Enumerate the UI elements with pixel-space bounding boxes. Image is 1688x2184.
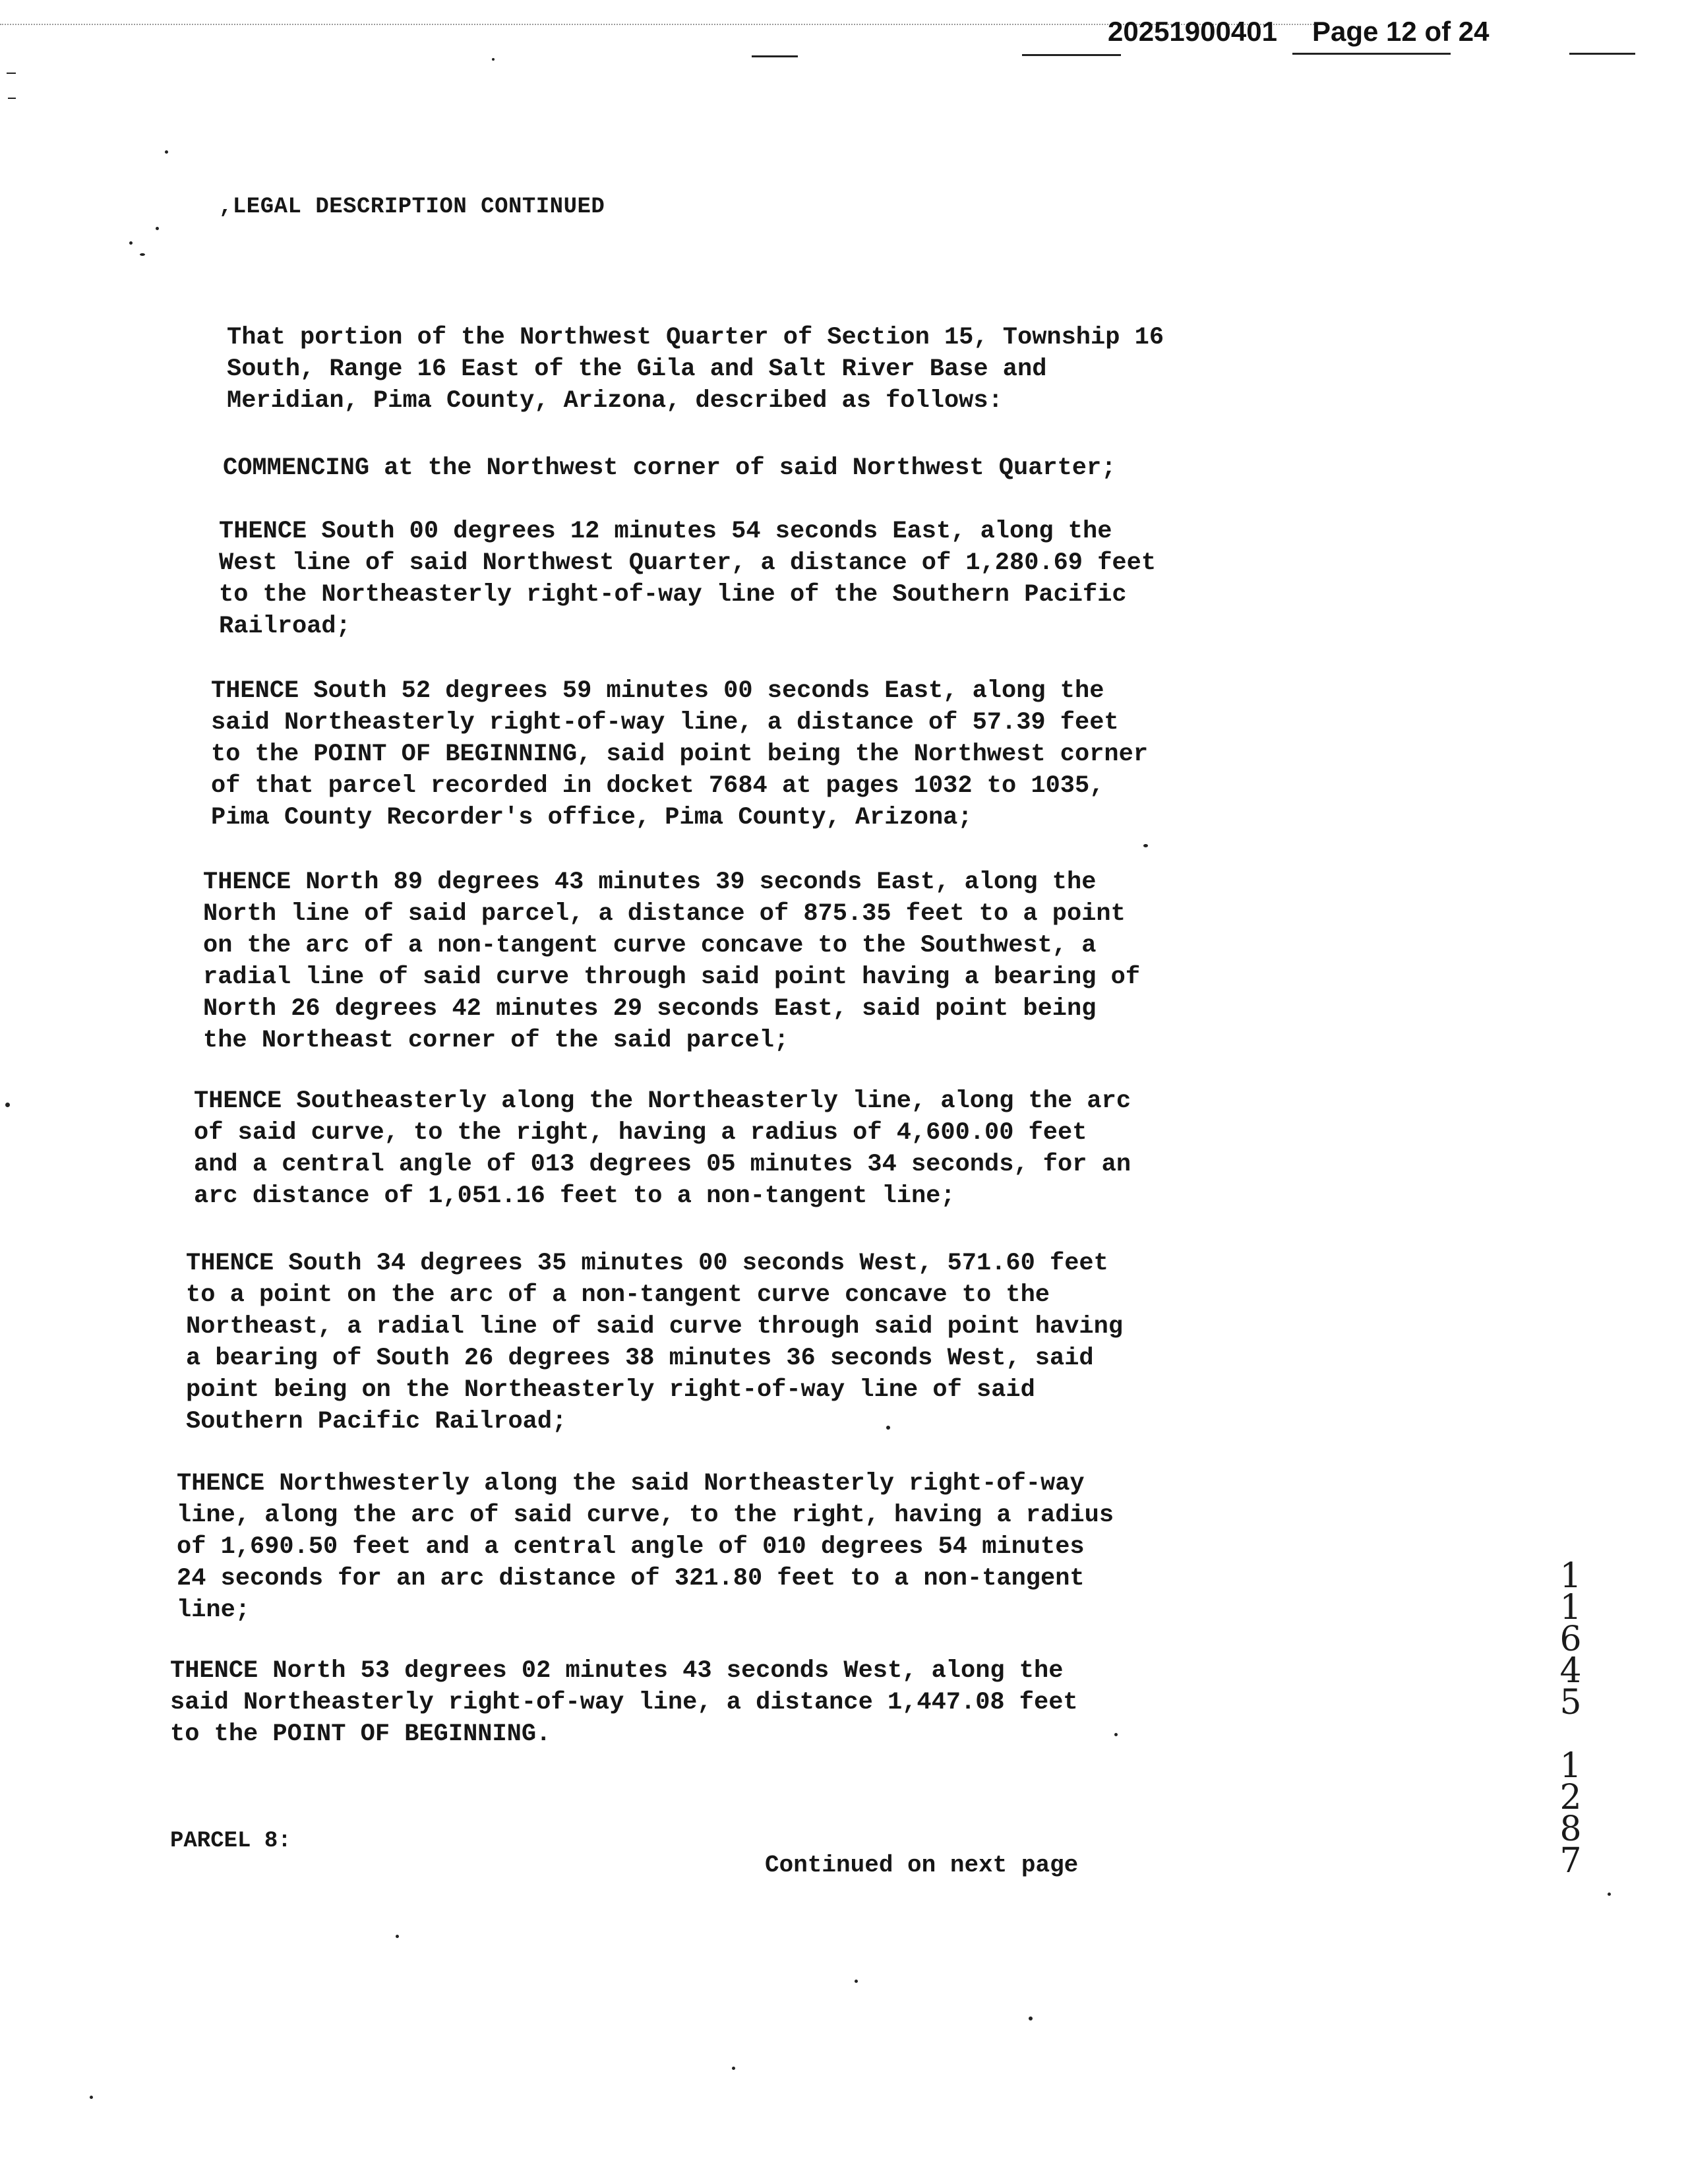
scan-speck	[165, 150, 168, 154]
scan-speck	[7, 73, 16, 74]
scan-speck	[855, 1980, 858, 1983]
paragraph-course-1: THENCE South 00 degrees 12 minutes 54 seconds East, along the West line of said Northwest Quarter, a distance of 1,280.69 feet to the Northeasterly right-of-way line of the Southern Pacific Railroad;	[219, 518, 1157, 640]
page-number: Page 12 of 24	[1312, 16, 1490, 47]
paragraph-course-4: THENCE Southeasterly along the Northeasterly line, along the arc of said curve, to the right, having a radius of 4,600.00 feet and a central angle of 013 degrees 05 minutes 34 seconds, for an arc distance of 1,051.16 feet to a non-tangent line;	[194, 1087, 1131, 1210]
header-underline-page	[1292, 53, 1451, 55]
scan-speck	[732, 2067, 735, 2070]
scan-speck	[140, 253, 145, 256]
scan-speck	[90, 2096, 93, 2099]
paragraph-course-6: THENCE Northwesterly along the said Northeasterly right-of-way line, along the arc of said curve, to the right, having a radius of 1,690.50 feet and a central angle of 010 degrees 54 minutes 24 seconds for an arc distance of 321.80 feet to a non-tangent line;	[177, 1470, 1114, 1624]
paragraph-course-2: THENCE South 52 degrees 59 minutes 00 seconds East, along the said Northeasterly right-of-way line, a distance of 57.39 feet to the POINT OF BEGINNING, said point being the Northwest corner of that parcel recorded in docket 7684 at pages 1032 to 1035, Pima County Recorder's office, Pima County, Arizona;	[211, 677, 1149, 832]
paragraph-course-3: THENCE North 89 degrees 43 minutes 39 seconds East, along the North line of said parcel, a distance of 875.35 feet to a point on the arc of a non-tangent curve concave to the Southwest, a radial line of said curve through said point having a bearing of North 26 degrees 42 minutes 29 seconds East, said point being the Northeast corner of the said parcel;	[203, 868, 1141, 1054]
scan-speck	[156, 227, 159, 230]
section-title: ,LEGAL DESCRIPTION CONTINUED	[219, 195, 605, 220]
paragraph-course-7: THENCE North 53 degrees 02 minutes 43 seconds West, along the said Northeasterly right-of-way line, a distance 1,447.08 feet to the POINT OF BEGINNING.	[170, 1657, 1078, 1748]
scan-speck	[1114, 1733, 1118, 1736]
scan-speck	[1029, 2017, 1033, 2020]
scan-speck	[129, 241, 133, 245]
margin-stamp-number: 1 1 6 4 5 1 2 8 7	[1559, 1556, 1582, 1881]
document-number: 20251900401	[1108, 16, 1277, 47]
parcel-label: PARCEL 8:	[170, 1829, 291, 1854]
scan-speck	[886, 1426, 890, 1430]
paragraph-intro: That portion of the Northwest Quarter of Section 15, Township 16 South, Range 16 East of the Gila and Salt River Base and Meridian, Pima County, Arizona, described as follows:	[227, 324, 1164, 415]
header-underline-left	[1022, 54, 1121, 56]
paragraph-commencing: COMMENCING at the Northwest corner of said Northwest Quarter;	[223, 454, 1116, 482]
continued-note: Continued on next page	[765, 1852, 1079, 1879]
paragraph-course-5: THENCE South 34 degrees 35 minutes 00 seconds West, 571.60 feet to a point on the arc of a non-tangent curve concave to the Northeast, a radial line of said curve through said point having a bearing of South 26 degrees 38 minutes 36 seconds West, said point being on the Northeasterly right-of-way line of said Southern Pacific Railroad;	[186, 1250, 1124, 1436]
scan-speck	[1143, 844, 1148, 847]
scan-speck	[1608, 1893, 1611, 1896]
header-underline-right	[1569, 53, 1635, 55]
scan-speck	[396, 1935, 399, 1938]
header-underline-mid	[752, 55, 798, 57]
scan-speck	[5, 1103, 10, 1107]
scan-speck	[8, 98, 16, 99]
scan-speck	[492, 58, 495, 61]
